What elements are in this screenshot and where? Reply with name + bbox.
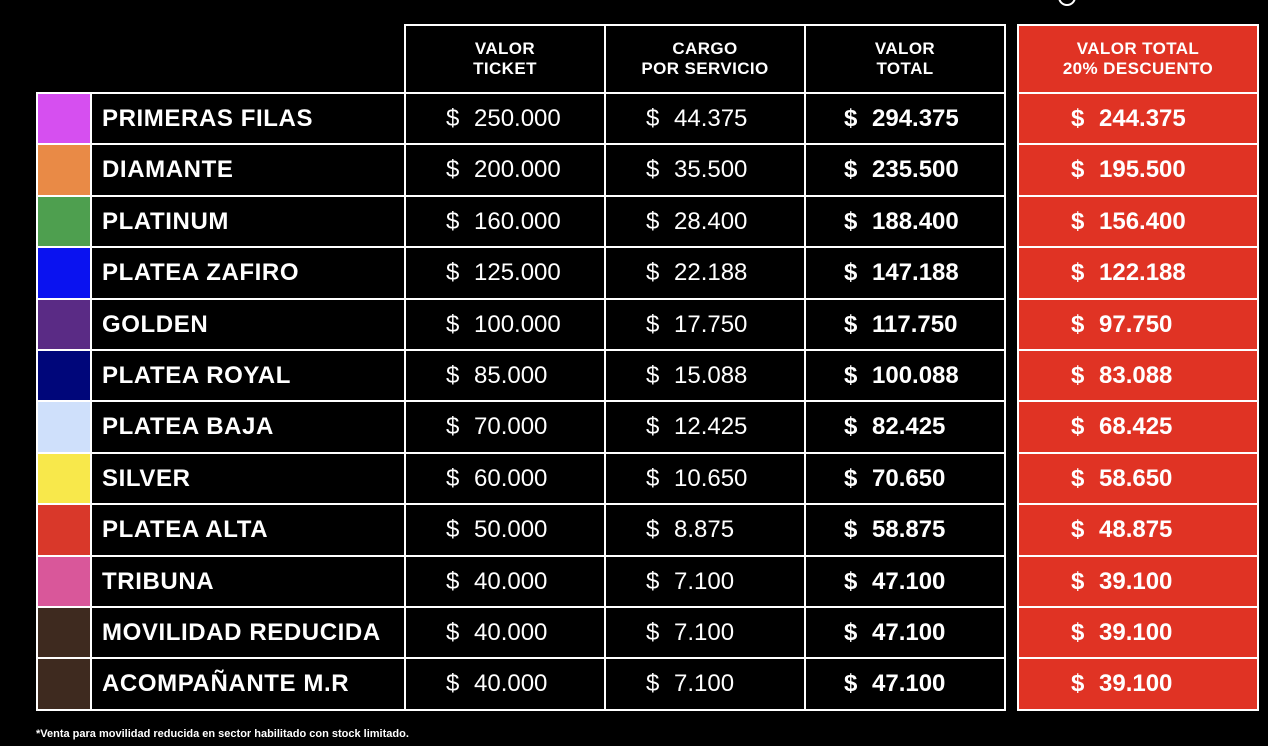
header-valor-ticket bbox=[404, 24, 606, 94]
color-swatch bbox=[36, 452, 92, 505]
cargo-servicio-cell-value: 7.100 bbox=[674, 618, 735, 646]
valor-ticket-cell-value: 85.000 bbox=[474, 361, 548, 389]
valor-descuento-cell-value: 48.875 bbox=[1099, 516, 1173, 543]
valor-descuento-cell-value: 58.650 bbox=[1099, 464, 1173, 492]
cargo-servicio-cell-value: 17.750 bbox=[674, 310, 748, 338]
valor-descuento-cell bbox=[1017, 555, 1259, 608]
currency-symbol: $ bbox=[646, 670, 660, 697]
header-valor-ticket-line: VALOR bbox=[474, 39, 536, 58]
currency-symbol: $ bbox=[646, 618, 660, 646]
currency-symbol: $ bbox=[844, 567, 858, 595]
currency-symbol: $ bbox=[1071, 259, 1085, 286]
currency-symbol: $ bbox=[446, 516, 460, 543]
currency-symbol: $ bbox=[844, 104, 858, 132]
valor-descuento-cell bbox=[1017, 503, 1259, 557]
cargo-servicio-cell bbox=[604, 246, 806, 300]
color-swatch bbox=[36, 143, 92, 197]
valor-total-cell bbox=[804, 657, 1006, 711]
valor-descuento-cell bbox=[1017, 195, 1259, 248]
valor-total-cell-value: 47.100 bbox=[872, 618, 946, 646]
valor-descuento-cell bbox=[1017, 452, 1259, 505]
cargo-servicio-cell-value: 28.400 bbox=[674, 207, 748, 235]
cargo-servicio-cell-value: 7.100 bbox=[674, 670, 735, 697]
sector-name: PLATINUM bbox=[90, 195, 406, 248]
currency-symbol: $ bbox=[844, 670, 858, 697]
valor-ticket-cell-value: 50.000 bbox=[474, 516, 548, 543]
sector-name: PLATEA ZAFIRO bbox=[90, 246, 406, 300]
valor-ticket-cell-value: 60.000 bbox=[474, 464, 548, 492]
valor-total-cell bbox=[804, 503, 1006, 557]
valor-total-cell-value: 70.650 bbox=[872, 464, 946, 492]
valor-ticket-cell-value: 100.000 bbox=[474, 310, 561, 338]
cargo-servicio-cell bbox=[604, 92, 806, 145]
currency-symbol: $ bbox=[1071, 156, 1085, 183]
header-valor-ticket-text bbox=[473, 39, 537, 79]
currency-symbol: $ bbox=[646, 156, 660, 183]
currency-symbol: $ bbox=[844, 413, 858, 440]
currency-symbol: $ bbox=[1071, 361, 1085, 389]
color-swatch bbox=[36, 92, 92, 145]
header-valor-descuento-line: 20% DESCUENTO bbox=[1062, 59, 1214, 78]
valor-total-cell bbox=[804, 400, 1006, 454]
valor-descuento-cell bbox=[1017, 400, 1259, 454]
valor-descuento-cell-value: 83.088 bbox=[1099, 361, 1173, 389]
currency-symbol: $ bbox=[446, 310, 460, 338]
header-valor-ticket-line: TICKET bbox=[473, 59, 537, 78]
valor-total-cell-value: 117.750 bbox=[872, 310, 958, 338]
valor-ticket-cell bbox=[404, 195, 606, 248]
header-valor-total-line: TOTAL bbox=[876, 59, 934, 78]
cargo-servicio-cell bbox=[604, 400, 806, 454]
valor-total-cell-value: 294.375 bbox=[872, 104, 959, 132]
valor-total-cell bbox=[804, 143, 1006, 197]
valor-total-cell-value: 147.188 bbox=[872, 259, 959, 286]
valor-ticket-cell bbox=[404, 503, 606, 557]
valor-descuento-cell-value: 68.425 bbox=[1099, 413, 1173, 440]
cargo-servicio-cell-value: 15.088 bbox=[674, 361, 748, 389]
valor-total-cell-value: 58.875 bbox=[872, 516, 946, 543]
valor-ticket-cell-value: 250.000 bbox=[474, 104, 561, 132]
sector-name: SILVER bbox=[90, 452, 406, 505]
valor-total-cell-value: 47.100 bbox=[872, 567, 946, 595]
flame-icon bbox=[1058, 0, 1076, 6]
header-cargo-servicio bbox=[604, 24, 806, 94]
currency-symbol: $ bbox=[1071, 104, 1085, 132]
currency-symbol: $ bbox=[646, 361, 660, 389]
cargo-servicio-cell bbox=[604, 606, 806, 659]
valor-total-cell bbox=[804, 349, 1006, 402]
currency-symbol: $ bbox=[646, 464, 660, 492]
cargo-servicio-cell bbox=[604, 452, 806, 505]
currency-symbol: $ bbox=[646, 104, 660, 132]
currency-symbol: $ bbox=[1071, 207, 1085, 235]
cargo-servicio-cell bbox=[604, 143, 806, 197]
valor-ticket-cell bbox=[404, 555, 606, 608]
valor-ticket-cell-value: 200.000 bbox=[474, 156, 561, 183]
sector-name: PLATEA ROYAL bbox=[90, 349, 406, 402]
header-cargo-servicio-line: CARGO bbox=[672, 39, 738, 58]
valor-total-cell bbox=[804, 195, 1006, 248]
cargo-servicio-cell bbox=[604, 657, 806, 711]
valor-descuento-cell-value: 39.100 bbox=[1099, 670, 1173, 697]
valor-total-cell-value: 47.100 bbox=[872, 670, 946, 697]
valor-descuento-cell-value: 156.400 bbox=[1099, 207, 1186, 235]
valor-descuento-cell-value: 39.100 bbox=[1099, 567, 1173, 595]
cargo-servicio-cell-value: 44.375 bbox=[674, 104, 748, 132]
sector-name: PLATEA ALTA bbox=[90, 503, 406, 557]
valor-total-cell bbox=[804, 92, 1006, 145]
currency-symbol: $ bbox=[646, 516, 660, 543]
currency-symbol: $ bbox=[844, 207, 858, 235]
valor-descuento-cell-value: 244.375 bbox=[1099, 104, 1186, 132]
color-swatch bbox=[36, 246, 92, 300]
currency-symbol: $ bbox=[646, 310, 660, 338]
valor-total-cell-value: 100.088 bbox=[872, 361, 959, 389]
valor-ticket-cell bbox=[404, 246, 606, 300]
currency-symbol: $ bbox=[446, 104, 460, 132]
color-swatch bbox=[36, 195, 92, 248]
cargo-servicio-cell bbox=[604, 349, 806, 402]
valor-descuento-cell bbox=[1017, 246, 1259, 300]
valor-total-cell bbox=[804, 555, 1006, 608]
currency-symbol: $ bbox=[446, 464, 460, 492]
cargo-servicio-cell-value: 12.425 bbox=[674, 413, 748, 440]
sector-name: GOLDEN bbox=[90, 298, 406, 351]
sponsor-logo bbox=[1058, 0, 1218, 7]
cargo-servicio-cell-value: 22.188 bbox=[674, 259, 748, 286]
color-swatch bbox=[36, 503, 92, 557]
currency-symbol: $ bbox=[844, 310, 858, 338]
currency-symbol: $ bbox=[1071, 516, 1085, 543]
valor-descuento-cell-value: 195.500 bbox=[1099, 156, 1186, 183]
valor-ticket-cell bbox=[404, 657, 606, 711]
cargo-servicio-cell-value: 7.100 bbox=[674, 567, 735, 595]
header-cargo-servicio-text bbox=[641, 39, 768, 79]
valor-ticket-cell-value: 40.000 bbox=[474, 670, 548, 697]
currency-symbol: $ bbox=[1071, 567, 1085, 595]
currency-symbol: $ bbox=[446, 413, 460, 440]
valor-ticket-cell bbox=[404, 298, 606, 351]
cargo-servicio-cell bbox=[604, 195, 806, 248]
header-valor-total bbox=[804, 24, 1006, 94]
currency-symbol: $ bbox=[844, 156, 858, 183]
currency-symbol: $ bbox=[446, 259, 460, 286]
cargo-servicio-cell bbox=[604, 503, 806, 557]
sector-name: PRIMERAS FILAS bbox=[90, 92, 406, 145]
currency-symbol: $ bbox=[844, 618, 858, 646]
valor-descuento-cell bbox=[1017, 657, 1259, 711]
cargo-servicio-cell bbox=[604, 298, 806, 351]
currency-symbol: $ bbox=[646, 413, 660, 440]
currency-symbol: $ bbox=[844, 361, 858, 389]
sector-name: TRIBUNA bbox=[90, 555, 406, 608]
valor-total-cell bbox=[804, 298, 1006, 351]
cargo-servicio-cell-value: 35.500 bbox=[674, 156, 748, 183]
currency-symbol: $ bbox=[1071, 413, 1085, 440]
cargo-servicio-cell bbox=[604, 555, 806, 608]
valor-descuento-cell-value: 97.750 bbox=[1099, 310, 1173, 338]
cargo-servicio-cell-value: 8.875 bbox=[674, 516, 735, 543]
color-swatch bbox=[36, 349, 92, 402]
valor-ticket-cell-value: 40.000 bbox=[474, 567, 548, 595]
color-swatch bbox=[36, 400, 92, 454]
header-valor-descuento bbox=[1017, 24, 1259, 94]
sector-name: DIAMANTE bbox=[90, 143, 406, 197]
color-swatch bbox=[36, 555, 92, 608]
header-valor-descuento-text bbox=[1063, 39, 1213, 79]
sector-name: PLATEA BAJA bbox=[90, 400, 406, 454]
currency-symbol: $ bbox=[646, 567, 660, 595]
currency-symbol: $ bbox=[844, 464, 858, 492]
valor-ticket-cell bbox=[404, 606, 606, 659]
valor-descuento-cell bbox=[1017, 606, 1259, 659]
currency-symbol: $ bbox=[844, 516, 858, 543]
currency-symbol: $ bbox=[446, 361, 460, 389]
currency-symbol: $ bbox=[446, 618, 460, 646]
currency-symbol: $ bbox=[446, 567, 460, 595]
valor-ticket-cell bbox=[404, 400, 606, 454]
header-valor-total-line: VALOR bbox=[874, 39, 936, 58]
valor-descuento-cell-value: 39.100 bbox=[1099, 618, 1173, 646]
currency-symbol: $ bbox=[1071, 310, 1085, 338]
cargo-servicio-cell-value: 10.650 bbox=[674, 464, 748, 492]
valor-descuento-cell bbox=[1017, 143, 1259, 197]
color-swatch bbox=[36, 606, 92, 659]
valor-ticket-cell-value: 160.000 bbox=[474, 207, 561, 235]
valor-total-cell bbox=[804, 452, 1006, 505]
currency-symbol: $ bbox=[1071, 464, 1085, 492]
valor-ticket-cell bbox=[404, 452, 606, 505]
header-cargo-servicio-line: POR SERVICIO bbox=[641, 59, 769, 78]
currency-symbol: $ bbox=[646, 207, 660, 235]
valor-total-cell-value: 82.425 bbox=[872, 413, 946, 440]
valor-total-cell bbox=[804, 246, 1006, 300]
valor-ticket-cell bbox=[404, 349, 606, 402]
valor-ticket-cell bbox=[404, 92, 606, 145]
valor-descuento-cell bbox=[1017, 349, 1259, 402]
color-swatch bbox=[36, 657, 92, 711]
currency-symbol: $ bbox=[646, 259, 660, 286]
currency-symbol: $ bbox=[1071, 670, 1085, 697]
currency-symbol: $ bbox=[446, 156, 460, 183]
footnote: *Venta para movilidad reducida en sector habilitado con stock limitado. bbox=[36, 728, 409, 740]
valor-total-cell bbox=[804, 606, 1006, 659]
currency-symbol: $ bbox=[1071, 618, 1085, 646]
valor-ticket-cell-value: 40.000 bbox=[474, 618, 548, 646]
currency-symbol: $ bbox=[844, 259, 858, 286]
valor-ticket-cell-value: 70.000 bbox=[474, 413, 548, 440]
valor-ticket-cell bbox=[404, 143, 606, 197]
header-valor-total-text bbox=[875, 39, 935, 79]
color-swatch bbox=[36, 298, 92, 351]
header-valor-descuento-line: VALOR TOTAL bbox=[1076, 39, 1200, 58]
valor-descuento-cell bbox=[1017, 92, 1259, 145]
currency-symbol: $ bbox=[446, 207, 460, 235]
valor-descuento-cell-value: 122.188 bbox=[1099, 259, 1186, 286]
valor-total-cell-value: 235.500 bbox=[872, 156, 959, 183]
valor-total-cell-value: 188.400 bbox=[872, 207, 959, 235]
sector-name: ACOMPAÑANTE M.R bbox=[90, 657, 406, 711]
valor-descuento-cell bbox=[1017, 298, 1259, 351]
sector-name: MOVILIDAD REDUCIDA bbox=[90, 606, 406, 659]
currency-symbol: $ bbox=[446, 670, 460, 697]
valor-ticket-cell-value: 125.000 bbox=[474, 259, 561, 286]
